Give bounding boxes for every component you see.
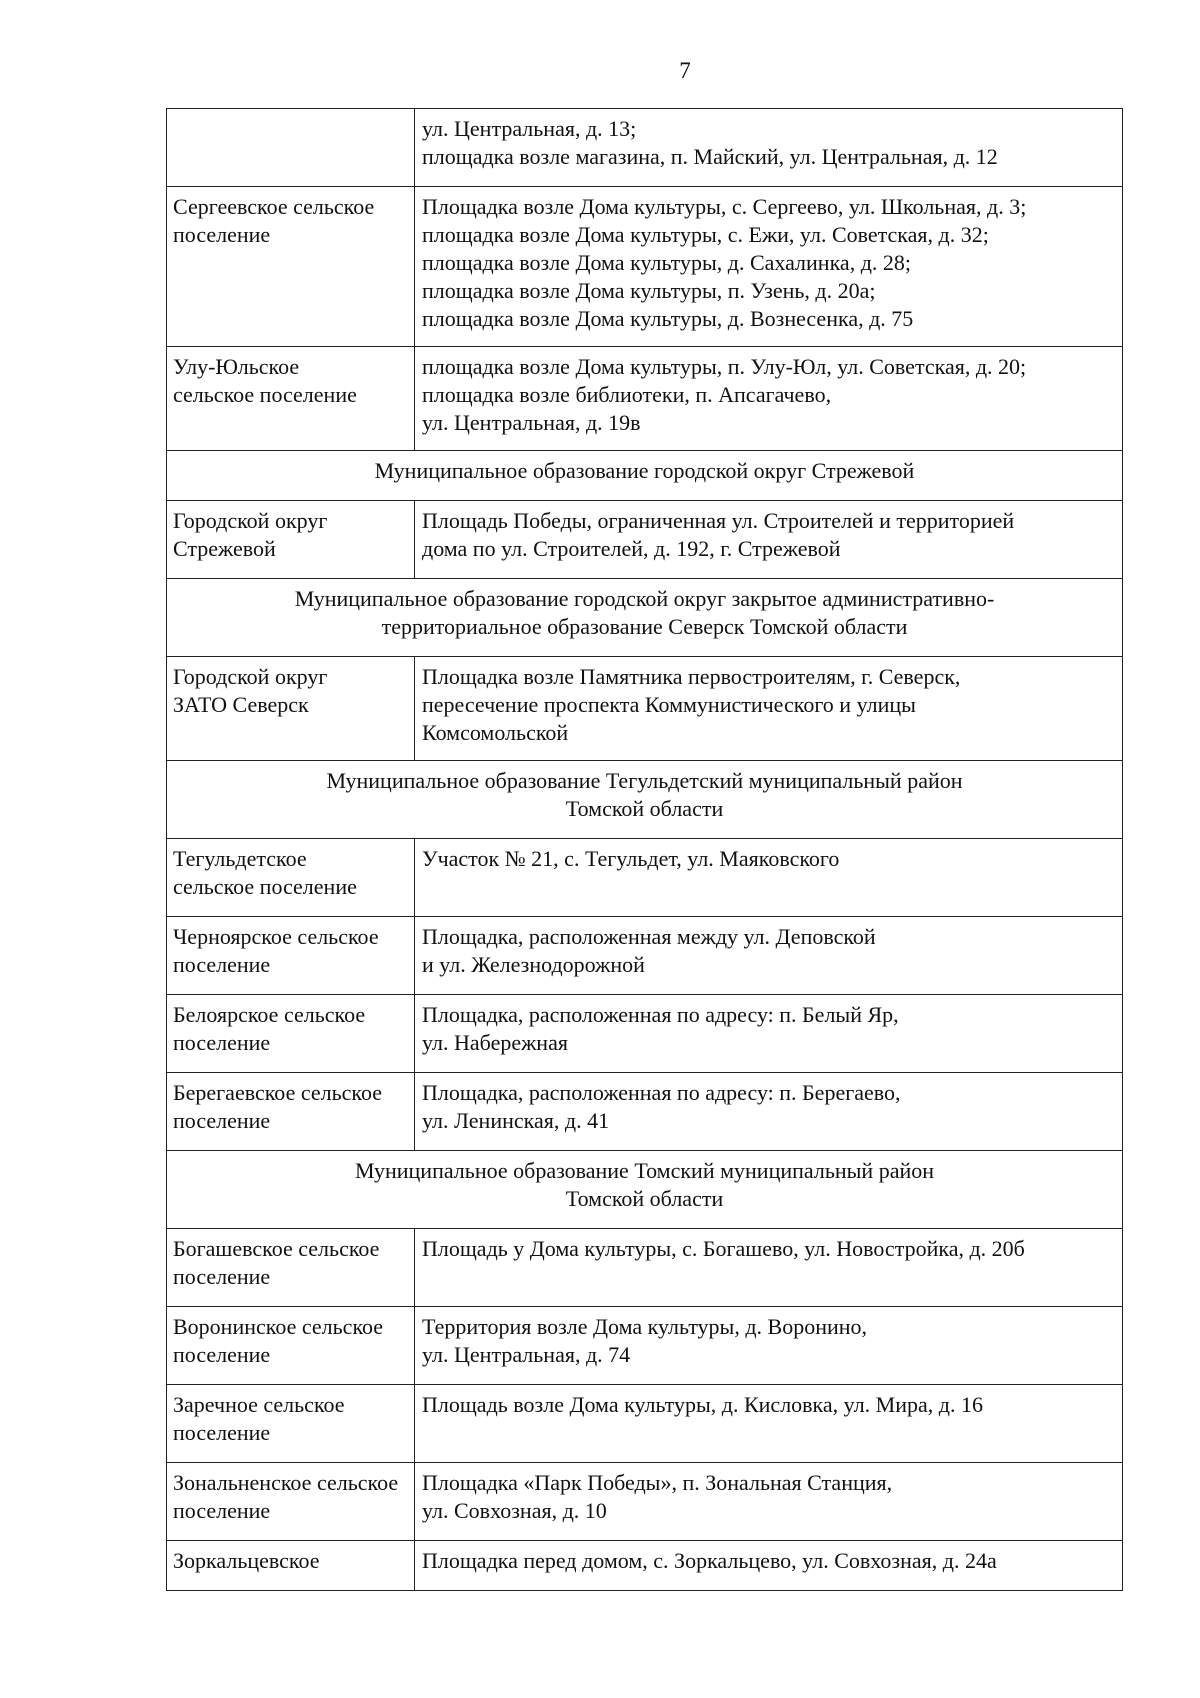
location-address-line: площадка возле Дома культуры, д. Вознесенка, д. 75 xyxy=(422,306,914,331)
settlement-name-line: Городской округ xyxy=(173,664,328,689)
settlement-name-line: Зоркальцевское xyxy=(173,1548,320,1573)
location-address xyxy=(415,657,1123,761)
settlement-name-line: поселение xyxy=(173,1030,271,1055)
settlement-name-line: ЗАТО Северск xyxy=(173,692,309,717)
settlement-name-line: поселение xyxy=(173,1498,271,1523)
location-address xyxy=(415,1307,1123,1385)
settlement-name-line: сельское поселение xyxy=(173,874,357,899)
location-address-line: Площадка возле Памятника первостроителям, г. Северск, xyxy=(422,664,961,689)
location-address-line: дома по ул. Строителей, д. 192, г. Стрежевой xyxy=(422,536,841,561)
settlement-name xyxy=(167,995,415,1073)
settlement-name xyxy=(167,347,415,451)
settlement-name-line: Тегульдетское xyxy=(173,846,307,871)
section-title-line: Томской области xyxy=(565,796,724,821)
settlement-name xyxy=(167,1385,415,1463)
location-address xyxy=(415,109,1123,187)
settlement-name-line: Городской округ xyxy=(173,508,328,533)
settlement-name-line: Стрежевой xyxy=(173,536,276,561)
settlement-name-line: поселение xyxy=(173,952,271,977)
settlement-name-line: поселение xyxy=(173,1342,271,1367)
settlement-name-line: Богашевское сельское xyxy=(173,1236,380,1261)
settlement-name xyxy=(167,501,415,579)
table-row xyxy=(167,187,1123,347)
table-row xyxy=(167,109,1123,187)
table-row xyxy=(167,1229,1123,1307)
settlement-name-line: поселение xyxy=(173,222,271,247)
location-address xyxy=(415,995,1123,1073)
location-address-line: Площадка «Парк Победы», п. Зональная Станция, xyxy=(422,1470,893,1495)
table-row xyxy=(167,657,1123,761)
location-address xyxy=(415,187,1123,347)
location-address-line: ул. Центральная, д. 74 xyxy=(422,1342,631,1367)
table-row xyxy=(167,1307,1123,1385)
location-address-line: Площадь возле Дома культуры, д. Кисловка, ул. Мира, д. 16 xyxy=(422,1392,983,1417)
settlement-name-line: Белоярское сельское xyxy=(173,1002,366,1027)
section-title-line: Муниципальное образование Томский муниципальный район xyxy=(354,1158,935,1183)
table-section-header xyxy=(167,451,1123,501)
location-address-line: пересечение проспекта Коммунистического и улицы xyxy=(422,692,916,717)
settlement-name xyxy=(167,187,415,347)
settlement-name xyxy=(167,839,415,917)
location-address-line: Площадка перед домом, с. Зоркальцево, ул. Совхозная, д. 24а xyxy=(422,1548,997,1573)
location-address-line: ул. Набережная xyxy=(422,1030,568,1055)
location-address xyxy=(415,1073,1123,1151)
section-title xyxy=(167,1151,1123,1229)
settlement-name xyxy=(167,1229,415,1307)
settlement-name xyxy=(167,1307,415,1385)
settlement-name xyxy=(167,109,415,187)
settlement-name-line: поселение xyxy=(173,1264,271,1289)
section-title-line: Муниципальное образование Тегульдетский муниципальный район xyxy=(326,768,963,793)
section-title-line: Томской области xyxy=(565,1186,724,1211)
settlement-name xyxy=(167,657,415,761)
location-address-line: ул. Совхозная, д. 10 xyxy=(422,1498,607,1523)
settlement-name-line: поселение xyxy=(173,1108,271,1133)
settlement-name-line: Воронинское сельское xyxy=(173,1314,384,1339)
table-row xyxy=(167,917,1123,995)
table-row xyxy=(167,347,1123,451)
location-address-line: Участок № 21, с. Тегульдет, ул. Маяковского xyxy=(422,846,840,871)
location-address xyxy=(415,1229,1123,1307)
settlement-name-line: сельское поселение xyxy=(173,382,357,407)
location-address-line: Комсомольской xyxy=(422,720,569,745)
settlement-name-line: Заречное сельское xyxy=(173,1392,345,1417)
settlement-name xyxy=(167,1541,415,1591)
location-address-line: площадка возле библиотеки, п. Апсагачево, xyxy=(422,382,832,407)
settlement-name-line: Берегаевское сельское xyxy=(173,1080,383,1105)
settlement-name-line: Сергеевское сельское xyxy=(173,194,375,219)
settlement-name xyxy=(167,1463,415,1541)
location-address-line: Площадка, расположенная между ул. Деповской xyxy=(422,924,876,949)
table-row xyxy=(167,1463,1123,1541)
location-address-line: Площадка возле Дома культуры, с. Сергеево, ул. Школьная, д. 3; xyxy=(422,194,1027,219)
location-address xyxy=(415,501,1123,579)
locations-table xyxy=(166,108,1123,1591)
section-title xyxy=(167,451,1123,501)
location-address xyxy=(415,1463,1123,1541)
table-row xyxy=(167,1073,1123,1151)
section-title xyxy=(167,579,1123,657)
location-address-line: Площадь Победы, ограниченная ул. Строителей и территорией xyxy=(422,508,1015,533)
location-address-line: площадка возле Дома культуры, п. Узень, д. 20а; xyxy=(422,278,876,303)
section-title-line: Муниципальное образование городской округ Стрежевой xyxy=(374,458,915,483)
location-address-line: площадка возле Дома культуры, с. Ежи, ул. Советская, д. 32; xyxy=(422,222,989,247)
section-title xyxy=(167,761,1123,839)
settlement-name-line: Зональненское сельское xyxy=(173,1470,399,1495)
settlement-name-line: поселение xyxy=(173,1420,271,1445)
settlement-name xyxy=(167,917,415,995)
location-address-line: ул. Центральная, д. 13; xyxy=(422,116,637,141)
location-address xyxy=(415,917,1123,995)
section-title-line: территориальное образование Северск Томской области xyxy=(381,614,908,639)
table-row xyxy=(167,839,1123,917)
location-address-line: площадка возле магазина, п. Майский, ул. Центральная, д. 12 xyxy=(422,144,998,169)
location-address-line: Площадка, расположенная по адресу: п. Берегаево, xyxy=(422,1080,901,1105)
settlement-name-line: Черноярское сельское xyxy=(173,924,379,949)
location-address-line: и ул. Железнодорожной xyxy=(422,952,645,977)
table-row xyxy=(167,1541,1123,1591)
settlement-name-line: Улу-Юльское xyxy=(173,354,300,379)
location-address-line: Площадка, расположенная по адресу: п. Белый Яр, xyxy=(422,1002,899,1027)
location-address-line: Территория возле Дома культуры, д. Воронино, xyxy=(422,1314,868,1339)
table-section-header xyxy=(167,1151,1123,1229)
location-address xyxy=(415,839,1123,917)
section-title-line: Муниципальное образование городской округ закрытое административно- xyxy=(294,586,995,611)
location-address-line: площадка возле Дома культуры, д. Сахалинка, д. 28; xyxy=(422,250,912,275)
location-address-line: площадка возле Дома культуры, п. Улу-Юл, ул. Советская, д. 20; xyxy=(422,354,1027,379)
table-row xyxy=(167,1385,1123,1463)
location-address-line: ул. Ленинская, д. 41 xyxy=(422,1108,610,1133)
location-address xyxy=(415,1385,1123,1463)
location-address-line: Площадь у Дома культуры, с. Богашево, ул. Новостройка, д. 20б xyxy=(422,1236,1025,1261)
settlement-name xyxy=(167,1073,415,1151)
location-address xyxy=(415,347,1123,451)
page-number: 7 xyxy=(679,58,691,83)
table-row xyxy=(167,995,1123,1073)
table-row xyxy=(167,501,1123,579)
table-section-header xyxy=(167,579,1123,657)
table-section-header xyxy=(167,761,1123,839)
location-address-line: ул. Центральная, д. 19в xyxy=(422,410,641,435)
location-address xyxy=(415,1541,1123,1591)
